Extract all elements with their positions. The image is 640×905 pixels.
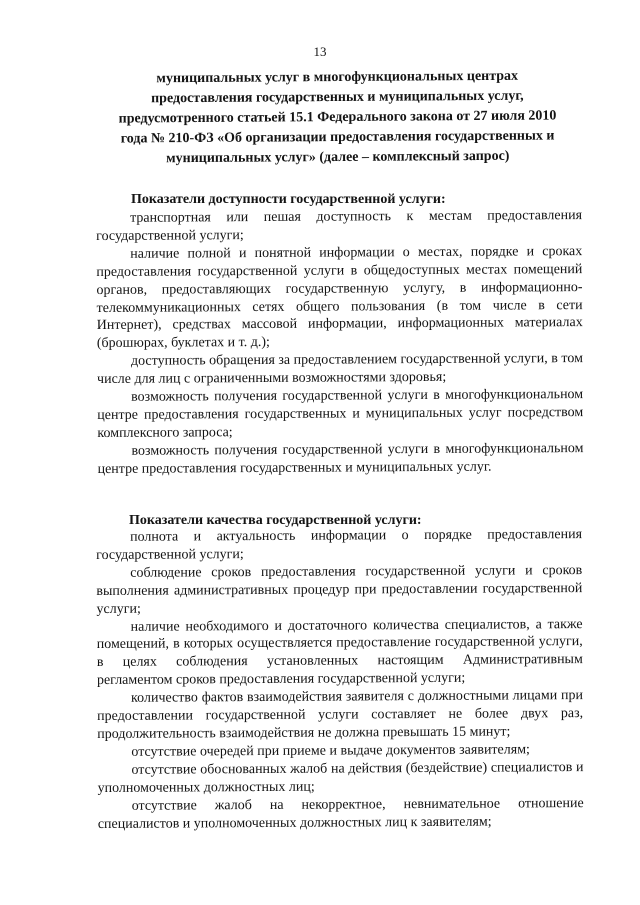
availability-item: наличие полной и понятной информации о местах, порядке и сроках предоставления государственной услуги в общедоступных местах помещений органов, предоставляющих государственную услугу, в информационно-телекоммуникационных сетях общего пользования (в том числе в сети Интернет), средствах массовой информации, информационных материалах (брошюрах, буклетах и т. д.); [96,243,583,352]
quality-item: количество фактов взаимодействия заявителя с должностными лицами при предоставлении государственной услуги составляет не более двух раз, продолжительность взаимодействия не должна превышать 15 минут; [97,688,584,742]
quality-item: соблюдение сроков предоставления государственной услуги и сроков выполнения административных процедур при предоставлении государственной услуги; [96,562,583,617]
availability-list [96,207,584,479]
availability-section-title: Показатели доступности государственной услуги: [131,192,446,207]
quality-item: полнота и актуальность информации о порядке предоставления государственной услуги; [96,527,583,563]
quality-section-title: Показатели качества государственной услуги: [129,513,422,528]
availability-item: возможность получения государственной услуги в многофункциональном центре предоставления государственных и муниципальных услуг посредством комплексного запроса; [97,387,584,441]
availability-item: доступность обращения за предоставлением государственной услуги, в том числе для лиц с ограниченными возможностями здоровья; [96,351,583,388]
document-heading: муниципальных услуг в многофункциональных центрах предоставления государственных и муниципальных услуг, предусмотренного статьей 15.1 Федерального закона от 27 июля 2010 года № 210-ФЗ «Об организации предоставления государственных и муниципальных услуг» (далее – комплексный запрос) [118,68,557,167]
availability-item: возможность получения государственной услуги в многофункциональном центре предоставления государственных и муниципальных услуг. [97,440,584,477]
quality-list [96,526,584,833]
quality-item: отсутствие жалоб на некорректное, невнимательное отношение специалистов и уполномоченных должностных лиц к заявителям; [97,795,584,832]
quality-item: отсутствие очередей при приеме и выдаче документов заявителям; [131,742,530,760]
quality-item: отсутствие обоснованных жалоб на действия (бездействие) специалистов и уполномоченных должностных лиц; [97,759,584,796]
availability-item: транспортная или пешая доступность к местам предоставления государственной услуги; [96,208,583,244]
quality-item: наличие необходимого и достаточного количества специалистов, а также помещений, в которых осуществляется предоставление государственной услуги, в целях соблюдения установленных настоящим Административным регламентом сроков предоставления государственной услуги; [96,616,583,689]
page-number: 13 [313,44,327,59]
